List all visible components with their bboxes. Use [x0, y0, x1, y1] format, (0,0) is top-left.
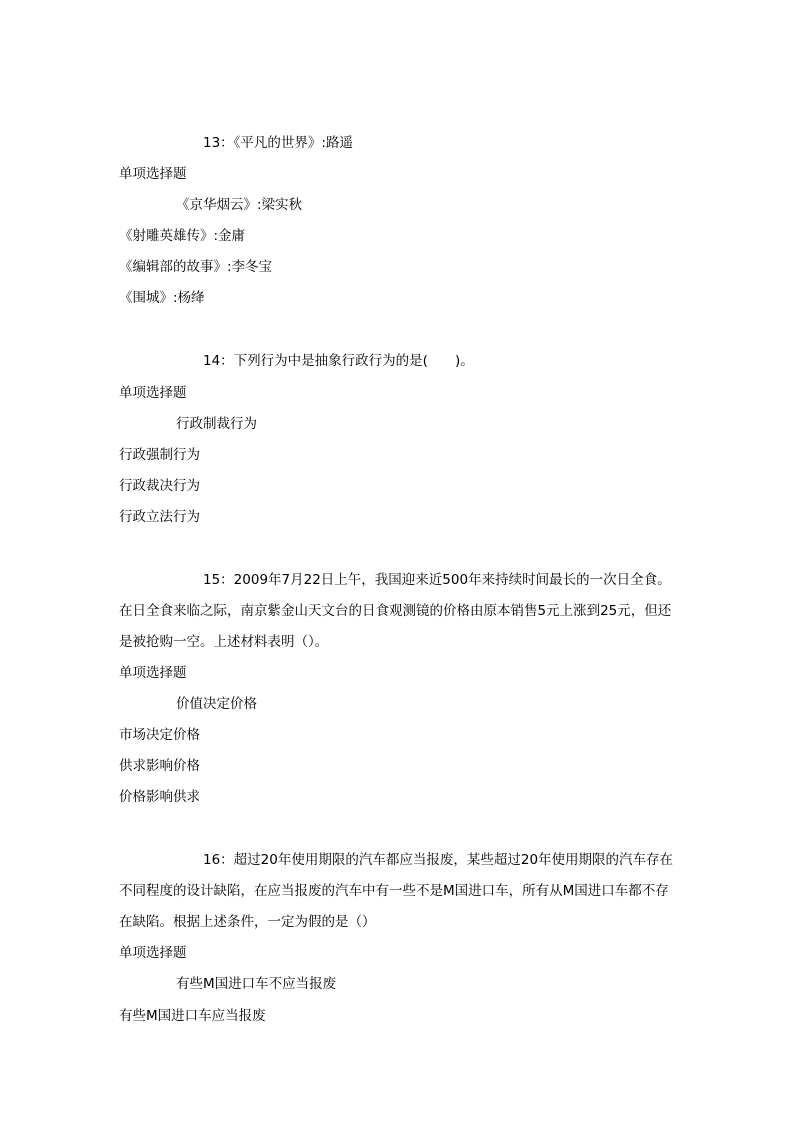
question-13-option-b: 《射雕英雄传》:金庸 — [119, 228, 246, 244]
question-13-option-c: 《编辑部的故事》:李冬宝 — [119, 259, 273, 275]
question-15-type: 单项选择题 — [119, 665, 187, 681]
question-13-option-a: 《京华烟云》:梁实秋 — [176, 197, 303, 213]
question-15-option-c: 供求影响价格 — [119, 758, 200, 774]
question-14-stem: 14：下列行为中是抽象行政行为的是( )。 — [203, 353, 474, 369]
question-14-option-a: 行政制裁行为 — [176, 416, 257, 432]
question-16-option-b: 有些M国进口车应当报废 — [119, 1008, 266, 1024]
question-16-stem: 16：超过20年使用期限的汽车都应当报废，某些超过20年使用期限的汽车存在不同程度的设计缺陷，在应当报废的汽车中有一些不是M国进口车，所有从M国进口车都不存在缺陷。根据上述条件，一定为假的是（） — [119, 852, 674, 930]
question-14-type: 单项选择题 — [119, 385, 187, 401]
question-14-option-b: 行政强制行为 — [119, 447, 200, 463]
question-15-option-d: 价格影响供求 — [119, 789, 200, 805]
question-15-stem: 15：2009年7月22日上午，我国迎来近500年来持续时间最长的一次日全食。在日全食来临之际，南京紫金山天文台的日食观测镜的价格由原本销售5元上涨到25元，但还是被抢购一空。上述材料表明（）。 — [119, 572, 672, 650]
question-13-option-d: 《围城》:杨绛 — [119, 290, 205, 306]
question-15-option-b: 市场决定价格 — [119, 727, 200, 743]
question-13-type: 单项选择题 — [119, 166, 187, 182]
question-14-option-d: 行政立法行为 — [119, 509, 200, 525]
question-13-stem: 13：《平凡的世界》:路遥 — [203, 135, 353, 151]
question-16-type: 单项选择题 — [119, 945, 187, 961]
question-16-option-a: 有些M国进口车不应当报废 — [176, 976, 337, 992]
question-14-option-c: 行政裁决行为 — [119, 478, 200, 494]
question-15-option-a: 价值决定价格 — [176, 696, 257, 712]
